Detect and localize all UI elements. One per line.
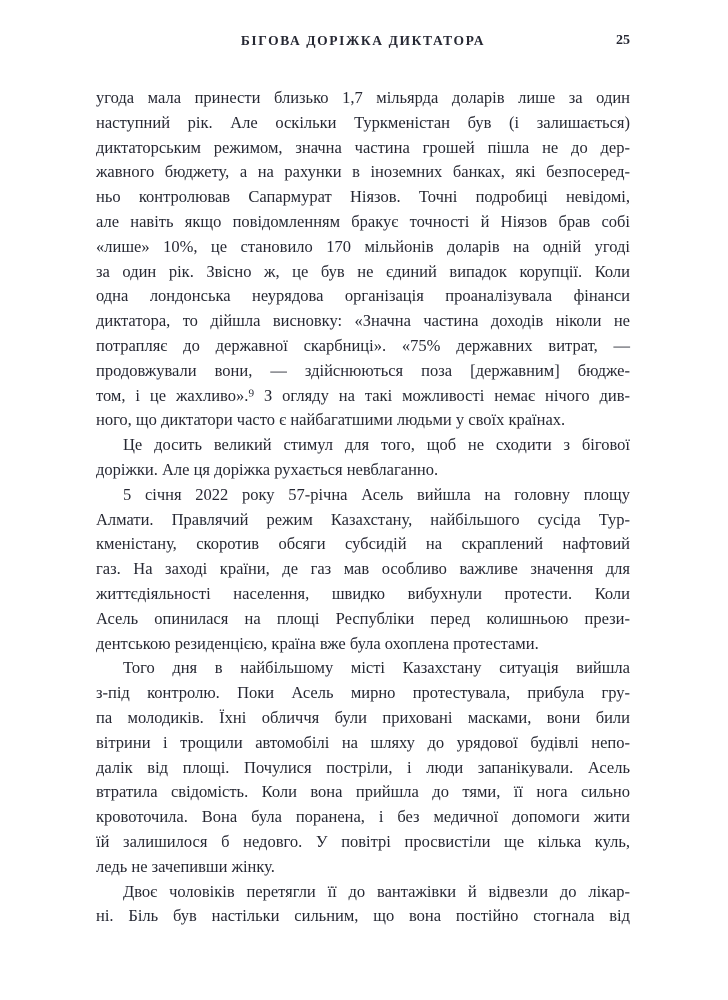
text-line: одна лондонська неурядова організація проаналізувала фінанси	[96, 286, 630, 306]
text-line: Того дня в найбільшому місті Казахстану ситуація вийшла	[123, 658, 630, 678]
text-line: продовжували вони, — здійснюються поза [державним] бюдже-	[96, 360, 630, 380]
text-line: диктаторським режимом, значна частина грошей пішла не до дер-	[96, 137, 630, 157]
text-line: жавного бюджету, а на рахунки в іноземних банках, які безпосеред-	[96, 162, 630, 182]
text-line: їй залишилося б недовго. У повітрі просвистіли ще кілька куль,	[96, 831, 630, 851]
text-line: «лише» 10%, це становило 170 мільйонів доларів на одній угоді	[96, 236, 630, 256]
text-line: вітрини і трощили автомобілі на шляху до урядової будівлі непо-	[96, 732, 630, 752]
text-line: доріжки. Але ця доріжка рухається невблаганно.	[96, 459, 439, 479]
text-line: наступний рік. Але оскільки Туркменістан був (і залишається)	[96, 112, 630, 132]
text-line: кменістану, скоротив обсяги субсидій на скраплений нафтовий	[96, 534, 630, 554]
running-title: БІГОВА ДОРІЖКА ДИКТАТОРА	[240, 33, 486, 48]
text-line: газ. На заході країни, де газ мав особливо важливе значення для	[96, 559, 630, 579]
text-line: життєдіяльності населення, швидко вибухнули протести. Коли	[96, 583, 630, 603]
text-line: Це досить великий стимул для того, щоб не сходити з бігової	[123, 435, 630, 455]
text-line: втратила свідомість. Коли вона прийшла до тями, її нога сильно	[96, 782, 630, 802]
text-line: па молодиків. Їхні обличчя були приховані масками, вони били	[96, 707, 630, 727]
text-line: ледь не зачепивши жінку.	[96, 856, 275, 876]
text-line: Двоє чоловіків перетягли її до вантажівки й відвезли до лікар-	[123, 881, 630, 901]
page-number: 25	[616, 33, 630, 48]
text-block	[96, 86, 630, 929]
text-line: дентською резиденцією, країна вже була охоплена протестами.	[96, 633, 539, 653]
text-line: Алмати. Правлячий режим Казахстану, найбільшого сусіда Тур-	[96, 509, 630, 529]
page-header	[96, 31, 630, 51]
text-line: потрапляє до державної скарбниці». «75% державних витрат, —	[96, 335, 630, 355]
text-line: Асель опинилася на площі Республіки перед колишньою прези-	[96, 608, 630, 628]
text-line: угода мала принести близько 1,7 мільярда доларів лише за один	[96, 88, 630, 107]
text-line: том, і це жахливо».⁹ З огляду на такі можливості немає нічого див-	[96, 385, 630, 405]
text-line: ні. Біль був настільки сильним, що вона постійно стогнала від	[96, 906, 630, 926]
text-line: далік від площі. Почулися постріли, і люди запанікували. Асель	[96, 757, 630, 777]
text-line: кровоточила. Вона була поранена, і без медичної допомоги жити	[96, 807, 630, 827]
text-line: диктатора, то дійшла висновку: «Значна частина доходів ніколи не	[96, 311, 630, 331]
text-line: 5 січня 2022 року 57-річна Асель вийшла на головну площу	[123, 484, 630, 504]
text-line: ного, що диктатори часто є найбагатшими людьми у своїх країнах.	[96, 410, 566, 430]
text-line: за один рік. Звісно ж, це був не єдиний випадок корупції. Коли	[96, 261, 630, 281]
text-line: ньо контролював Сапармурат Ніязов. Точні подробиці невідомі,	[96, 187, 630, 207]
text-line: але навіть якщо повідомленням бракує точності й Ніязов брав собі	[96, 211, 630, 231]
text-line: з-під контролю. Поки Асель мирно протестувала, прибула гру-	[96, 683, 630, 703]
